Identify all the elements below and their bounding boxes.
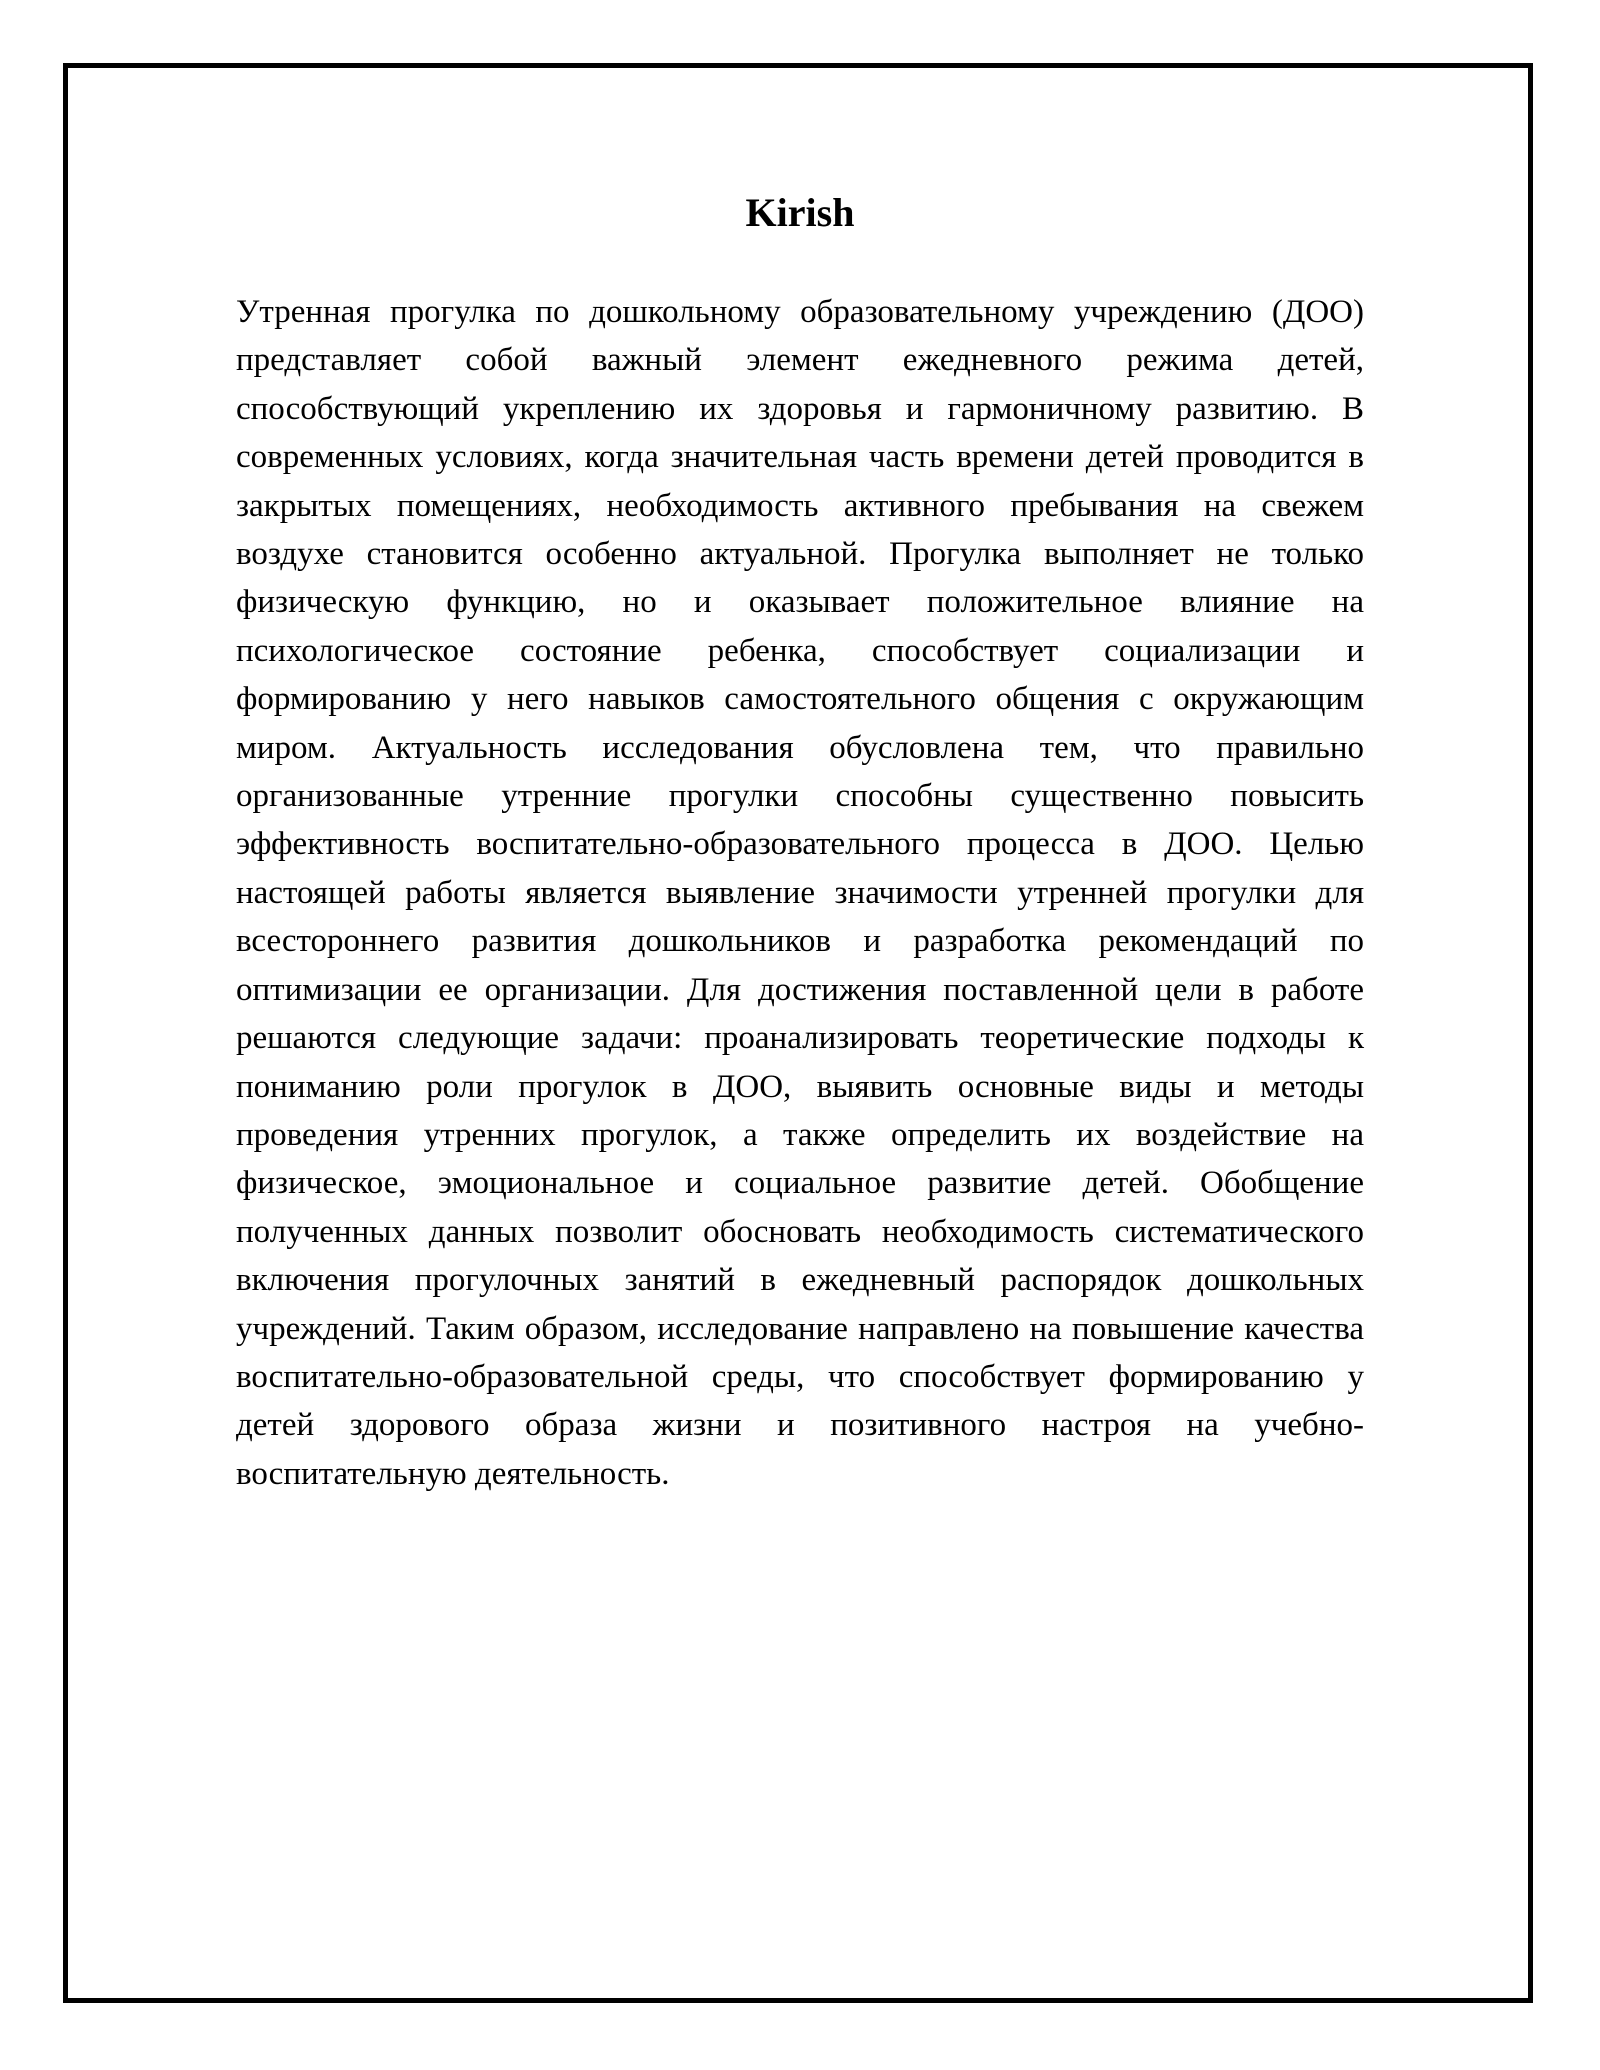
page-title: Kirish bbox=[745, 190, 855, 235]
body-paragraph: Утренная прогулка по дошкольному образовательному учреждению (ДОО) представляет собой важный элемент ежедневного режима детей, способствующий укреплению их здоровья и гармоничному развитию. В современных условиях, когда значительная часть времени детей проводится в закрытых помещениях, необходимость активного пребывания на свежем воздухе становится особенно актуальной. Прогулка выполняет не только физическую функцию, но и оказывает положительное влияние на психологическое состояние ребенка, способствует социализации и формированию у него навыков самостоятельного общения с окружающим миром. Актуальность исследования обусловлена тем, что правильно организованные утренние прогулки способны существенно повысить эффективность воспитательно-образовательного процесса в ДОО. Целью настоящей работы является выявление значимости утренней прогулки для всестороннего развития дошкольников и разработка рекомендаций по оптимизации ее организации. Для достижения поставленной цели в работе решаются следующие задачи: проанализировать теоретические подходы к пониманию роли прогулок в ДОО, выявить основные виды и методы проведения утренних прогулок, а также определить их воздействие на физическое, эмоциональное и социальное развитие детей. Обобщение полученных данных позволит обосновать необходимость систематического включения прогулочных занятий в ежедневный распорядок дошкольных учреждений. Таким образом, исследование направлено на повышение качества воспитательно-образовательной среды, что способствует формированию у детей здорового образа жизни и позитивного настроя на учебно-воспитательную деятельность. bbox=[236, 294, 1364, 1492]
